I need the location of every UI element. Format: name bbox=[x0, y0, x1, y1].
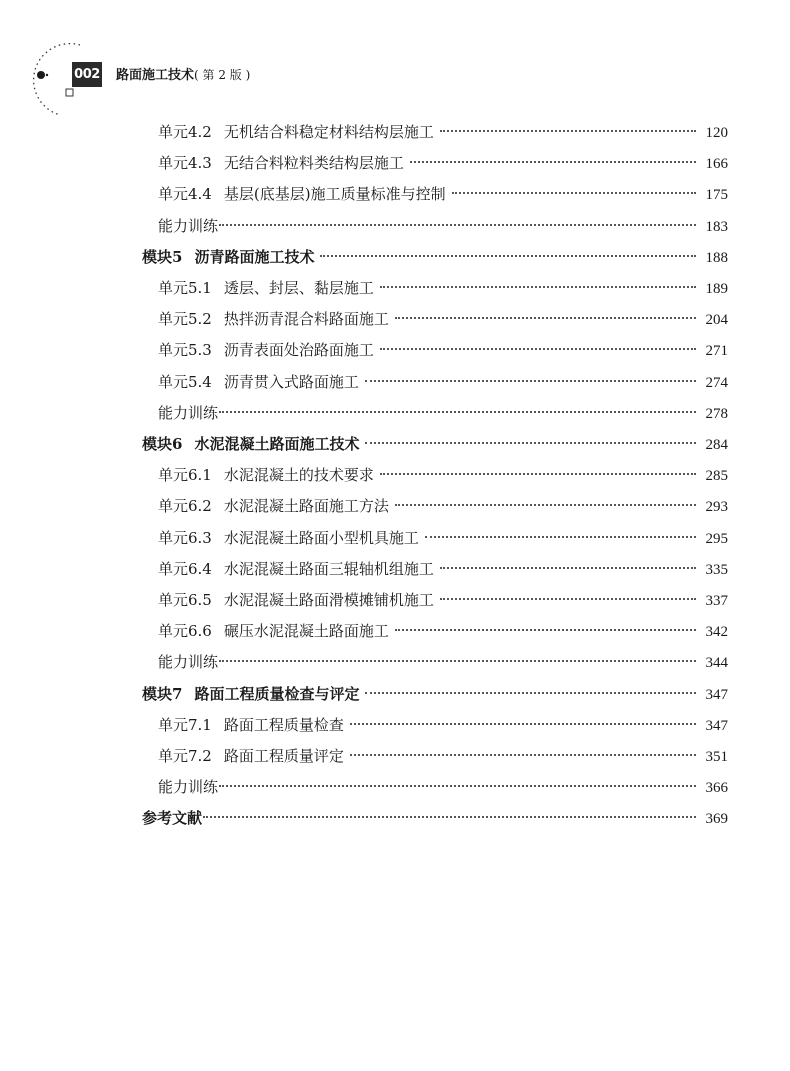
toc-entry-title: 基层(底基层)施工质量标准与控制 bbox=[223, 185, 446, 204]
toc-entry-unit[interactable] bbox=[158, 616, 728, 647]
toc-entry-module[interactable] bbox=[142, 679, 728, 710]
toc-entry-title: 无机结合料稳定材料结构层施工 bbox=[223, 123, 434, 141]
toc-entry-title: 透层、封层、黏层施工 bbox=[223, 279, 374, 297]
toc-entry-number: 单元6.5 bbox=[158, 591, 212, 609]
toc-entry-unit[interactable] bbox=[158, 585, 728, 616]
toc-entry-title: 无结合料粒料类结构层施工 bbox=[223, 154, 404, 173]
toc-entry-unit[interactable] bbox=[158, 523, 728, 554]
running-header-title bbox=[116, 63, 250, 88]
toc-entry-title: 热拌沥青混合料路面施工 bbox=[223, 310, 389, 329]
toc-entry-unit[interactable] bbox=[158, 179, 728, 210]
dot-leader bbox=[320, 255, 696, 257]
toc-entry-page: 337 bbox=[705, 593, 728, 609]
toc-entry-title: 能力训练 bbox=[158, 216, 219, 235]
dot-leader bbox=[365, 380, 696, 382]
toc-entry-drill[interactable] bbox=[158, 647, 728, 678]
toc-entry-unit[interactable] bbox=[158, 335, 728, 366]
toc-entry-page: 175 bbox=[705, 187, 728, 204]
toc-entry-title: 能力训练 bbox=[158, 778, 219, 797]
toc-entry-number: 单元6.2 bbox=[158, 497, 212, 516]
dot-leader bbox=[410, 161, 696, 163]
toc-entry-title: 水泥混凝土路面施工方法 bbox=[223, 497, 389, 516]
toc-entry-page: 189 bbox=[705, 281, 728, 297]
toc-entry-title: 路面工程质量评定 bbox=[223, 747, 344, 765]
toc-entry-page: 120 bbox=[705, 125, 728, 141]
dot-leader bbox=[219, 660, 696, 662]
toc-entry-module[interactable] bbox=[142, 242, 728, 273]
toc-entry-title: 碾压水泥混凝土路面施工 bbox=[223, 622, 389, 641]
toc-entry-title: 沥青表面处治路面施工 bbox=[223, 341, 374, 360]
toc-entry-page: 188 bbox=[705, 249, 728, 266]
toc-entry-unit[interactable] bbox=[158, 554, 728, 585]
toc-entry-title: 路面工程质量检查与评定 bbox=[194, 684, 360, 703]
toc-entry-title: 参考文献 bbox=[142, 809, 203, 828]
toc-entry-title: 沥青贯入式路面施工 bbox=[223, 372, 359, 391]
toc-entry-unit[interactable] bbox=[158, 117, 728, 148]
toc-entry-page: 284 bbox=[705, 437, 728, 453]
toc-entry-unit[interactable] bbox=[158, 148, 728, 179]
toc-entry-title: 水泥混凝土路面施工技术 bbox=[194, 435, 360, 453]
toc-entry-number: 单元5.2 bbox=[158, 310, 212, 329]
toc-entry-number: 单元6.6 bbox=[158, 622, 212, 641]
toc-entry-drill[interactable] bbox=[158, 211, 728, 242]
toc-entry-number: 单元5.3 bbox=[158, 341, 212, 360]
toc-entry-page: 274 bbox=[705, 374, 728, 391]
toc-entry-page: 342 bbox=[705, 624, 728, 641]
dot-leader bbox=[440, 567, 696, 569]
book-edition: ( 第 2 版 ) bbox=[194, 68, 251, 82]
toc-entry-page: 347 bbox=[705, 686, 728, 703]
dot-leader bbox=[380, 348, 696, 350]
dot-leader bbox=[219, 224, 696, 226]
toc-entry-unit[interactable] bbox=[158, 304, 728, 335]
dot-leader bbox=[350, 723, 696, 725]
toc-entry-page: 335 bbox=[705, 561, 728, 578]
page-header bbox=[0, 0, 790, 120]
toc-entry-page: 347 bbox=[705, 717, 728, 734]
dot-leader bbox=[380, 473, 696, 475]
dot-leader bbox=[219, 411, 696, 413]
dot-leader bbox=[350, 754, 696, 756]
toc-entry-number: 单元6.3 bbox=[158, 528, 212, 547]
toc-entry-page: 351 bbox=[705, 749, 728, 765]
dot-leader bbox=[365, 692, 696, 694]
toc-entry-title: 水泥混凝土路面小型机具施工 bbox=[223, 528, 419, 547]
toc-entry-number: 单元4.2 bbox=[158, 123, 212, 141]
toc-entry-unit[interactable] bbox=[158, 367, 728, 398]
toc-entry-ref[interactable] bbox=[142, 803, 728, 834]
toc-entry-drill[interactable] bbox=[158, 398, 728, 429]
dot-leader bbox=[440, 598, 696, 600]
toc-entry-page: 295 bbox=[705, 530, 728, 547]
toc-entry-page: 344 bbox=[705, 655, 728, 672]
toc-entry-number: 模块5 bbox=[142, 247, 183, 266]
toc-entry-number: 单元7.1 bbox=[158, 715, 212, 734]
toc-entry-title: 路面工程质量检查 bbox=[223, 715, 344, 734]
toc-entry-page: 183 bbox=[705, 218, 728, 235]
toc-entry-unit[interactable] bbox=[158, 273, 728, 304]
toc-entry-module[interactable] bbox=[142, 429, 728, 460]
toc-entry-number: 模块6 bbox=[142, 435, 183, 453]
toc-entry-number: 单元6.4 bbox=[158, 559, 212, 578]
toc-entry-page: 278 bbox=[705, 405, 728, 422]
dot-leader bbox=[219, 785, 696, 787]
toc-entry-page: 204 bbox=[705, 312, 728, 329]
dot-leader bbox=[380, 286, 696, 288]
toc-entry-number: 单元4.4 bbox=[158, 185, 212, 204]
dot-leader bbox=[440, 130, 696, 132]
toc-entry-page: 166 bbox=[705, 156, 728, 173]
dot-leader bbox=[395, 317, 696, 319]
toc-entry-title: 沥青路面施工技术 bbox=[194, 247, 315, 266]
toc-entry-number: 单元7.2 bbox=[158, 747, 212, 765]
toc-entry-page: 285 bbox=[705, 468, 728, 485]
toc-entry-title: 能力训练 bbox=[158, 653, 219, 672]
toc-entry-number: 单元6.1 bbox=[158, 466, 212, 485]
dot-leader bbox=[452, 192, 696, 194]
toc-entry-page: 366 bbox=[705, 780, 728, 797]
toc-entry-title: 水泥混凝土路面三辊轴机组施工 bbox=[223, 559, 434, 578]
toc-entry-number: 单元5.1 bbox=[158, 279, 212, 297]
toc-entry-title: 能力训练 bbox=[158, 403, 219, 422]
toc-entry-title: 水泥混凝土路面滑模摊铺机施工 bbox=[223, 591, 434, 609]
toc-entry-title: 水泥混凝土的技术要求 bbox=[223, 466, 374, 485]
toc-entry-unit[interactable] bbox=[158, 710, 728, 741]
toc-entry-unit[interactable] bbox=[158, 460, 728, 491]
toc-entry-number: 模块7 bbox=[142, 684, 183, 703]
toc-entry-unit[interactable] bbox=[158, 491, 728, 522]
toc-entry-page: 271 bbox=[705, 343, 728, 360]
toc-entry-page: 293 bbox=[705, 499, 728, 516]
toc-entry-number: 单元4.3 bbox=[158, 154, 212, 173]
toc-entry-drill[interactable] bbox=[158, 772, 728, 803]
dot-leader bbox=[395, 629, 696, 631]
toc-entry-page: 369 bbox=[705, 811, 728, 828]
page-number-badge: 002 bbox=[72, 62, 102, 87]
toc-entry-number: 单元5.4 bbox=[158, 372, 212, 391]
dot-leader bbox=[395, 504, 696, 506]
dot-leader bbox=[203, 816, 696, 818]
toc-entry-unit[interactable] bbox=[158, 741, 728, 772]
dot-leader bbox=[425, 536, 696, 538]
decorative-arc-icon bbox=[0, 0, 140, 120]
book-title: 路面施工技术 bbox=[116, 68, 195, 83]
dot-leader bbox=[365, 442, 696, 444]
